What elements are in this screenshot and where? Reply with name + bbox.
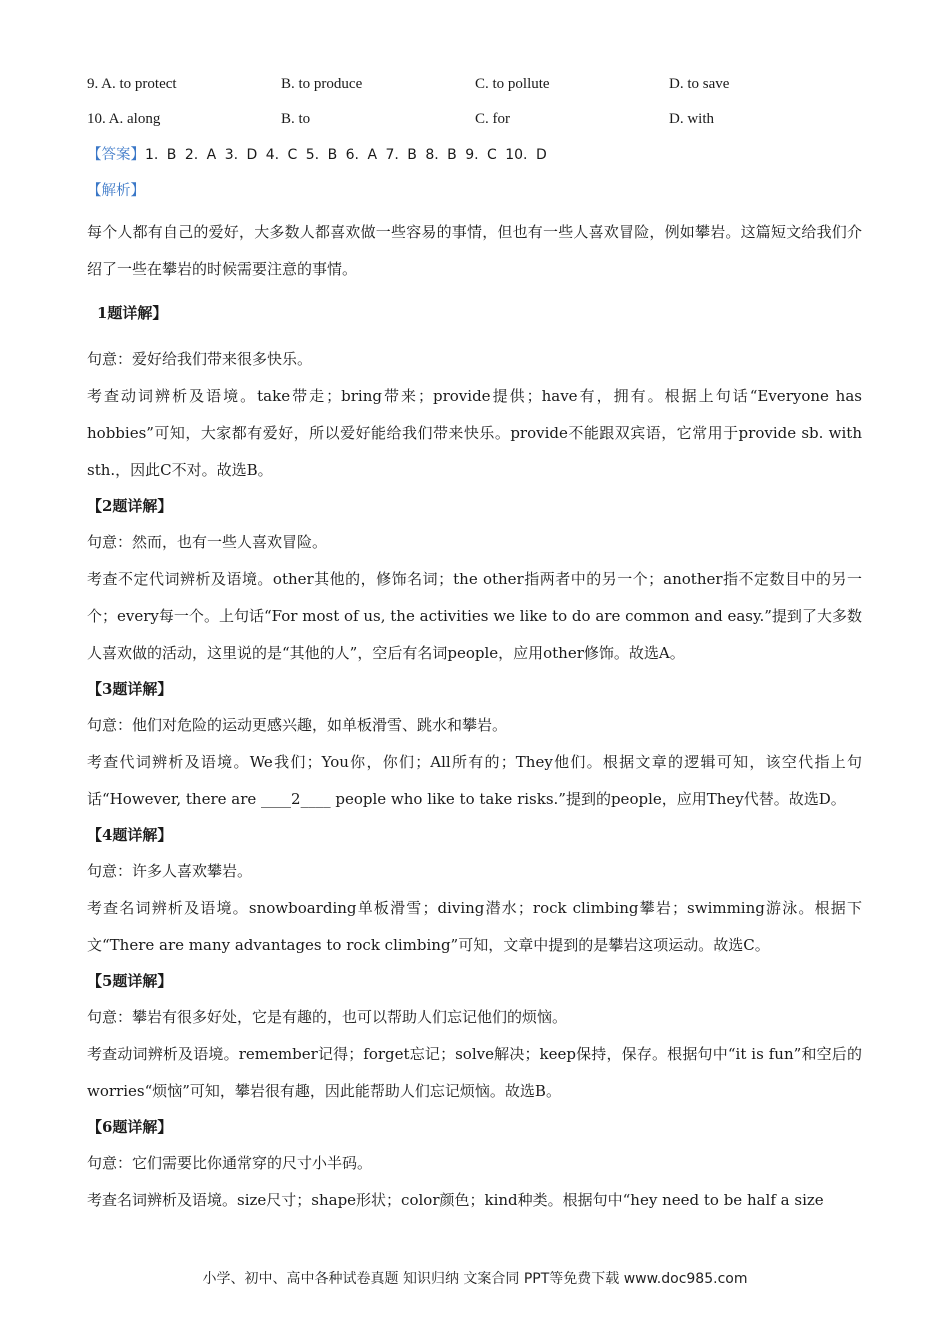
analysis-text: 每个人都有自己的爱好，大多数人都喜欢做一些容易的事情，但也有一些人喜欢冒险，例如攀岩。这篇短文给我们介绍了一些在攀岩的时候需要注意的事情。 bbox=[87, 223, 862, 278]
detail-1-explanation: 考查动词辨析及语境。take带走；bring带来；provide提供；have有，拥有。根据上句话“Everyone has hobbies”可知，大家都有爱好，所以爱好能给我们带来快乐。provide不能跟双宾语，它常用于provide sb. with sth.，因此C不对。故选B。 bbox=[87, 387, 862, 479]
detail-6-meaning: 句意：它们需要比你通常穿的尺寸小半码。 bbox=[87, 1154, 373, 1172]
detail-2-heading: 【2题详解】 bbox=[87, 497, 173, 515]
question-9-options bbox=[87, 74, 862, 109]
option-d: D. to save bbox=[669, 76, 730, 92]
option-c: C. to pollute bbox=[475, 76, 550, 92]
detail-4-meaning: 句意：许多人喜欢攀岩。 bbox=[87, 862, 253, 880]
question-10-options bbox=[87, 109, 862, 144]
option-b: B. to produce bbox=[281, 76, 363, 92]
answer-label: 【答案】 bbox=[87, 147, 145, 163]
page-footer: 小学、初中、高中各种试卷真题 知识归纳 文案合同 PPT等免费下载 www.doc985.com bbox=[202, 1271, 748, 1287]
option-d: D. with bbox=[669, 111, 714, 127]
detail-6-explanation: 考查名词辨析及语境。size尺寸；shape形状；color颜色；kind种类。根据句中“hey need to be half a size bbox=[87, 1191, 824, 1209]
analysis-label-line bbox=[87, 180, 862, 216]
detail-1-heading: 1题详解】 bbox=[97, 304, 168, 322]
analysis-label: 【解析】 bbox=[87, 183, 145, 199]
detail-4-heading: 【4题详解】 bbox=[87, 826, 173, 844]
detail-5-explanation: 考查动词辨析及语境。remember记得；forget忘记；solve解决；keep保持，保存。根据句中“it is fun”和空后的worries“烦恼”可知，攀岩很有趣，因此能帮助人们忘记烦恼。故选B。 bbox=[87, 1045, 862, 1100]
answer-line bbox=[87, 144, 862, 180]
option-b: B. to bbox=[281, 111, 311, 127]
detail-1-meaning: 句意：爱好给我们带来很多快乐。 bbox=[87, 350, 313, 368]
detail-5-meaning: 句意：攀岩有很多好处，它是有趣的，也可以帮助人们忘记他们的烦恼。 bbox=[87, 1008, 568, 1026]
answer-key: 1. B 2. A 3. D 4. C 5. B 6. A 7. B 8. B 9. C 10. D bbox=[145, 147, 547, 163]
option-a: 10. A. along bbox=[87, 111, 161, 127]
detail-4-explanation: 考查名词辨析及语境。snowboarding单板滑雪；diving潜水；rock climbing攀岩；swimming游泳。根据下文“There are many advantages to rock climbing”可知，文章中提到的是攀岩这项运动。故选C。 bbox=[87, 899, 862, 954]
option-c: C. for bbox=[475, 111, 510, 127]
detail-3-meaning: 句意：他们对危险的运动更感兴趣，如单板滑雪、跳水和攀岩。 bbox=[87, 716, 508, 734]
detail-5-heading: 【5题详解】 bbox=[87, 972, 173, 990]
detail-2-explanation: 考查不定代词辨析及语境。other其他的，修饰名词；the other指两者中的另一个；another指不定数目中的另一个；every每一个。上句话“For most of us, the activities we like to do are common and easy.”提到了大多数人喜欢做的活动，这里说的是“其他的人”，空后有名词people，应用other修饰。故选A。 bbox=[87, 570, 862, 662]
option-a: 9. A. to protect bbox=[87, 76, 177, 92]
detail-3-explanation: 考查代词辨析及语境。We我们；You你，你们；All所有的；They他们。根据文章的逻辑可知，该空代指上句话“However, there are ____2____ people who like to take risks.”提到的people，应用They代替。故选D。 bbox=[87, 753, 862, 808]
detail-2-meaning: 句意：然而，也有一些人喜欢冒险。 bbox=[87, 533, 328, 551]
document-content bbox=[87, 74, 862, 1219]
detail-6-heading: 【6题详解】 bbox=[87, 1118, 173, 1136]
detail-3-heading: 【3题详解】 bbox=[87, 680, 173, 698]
